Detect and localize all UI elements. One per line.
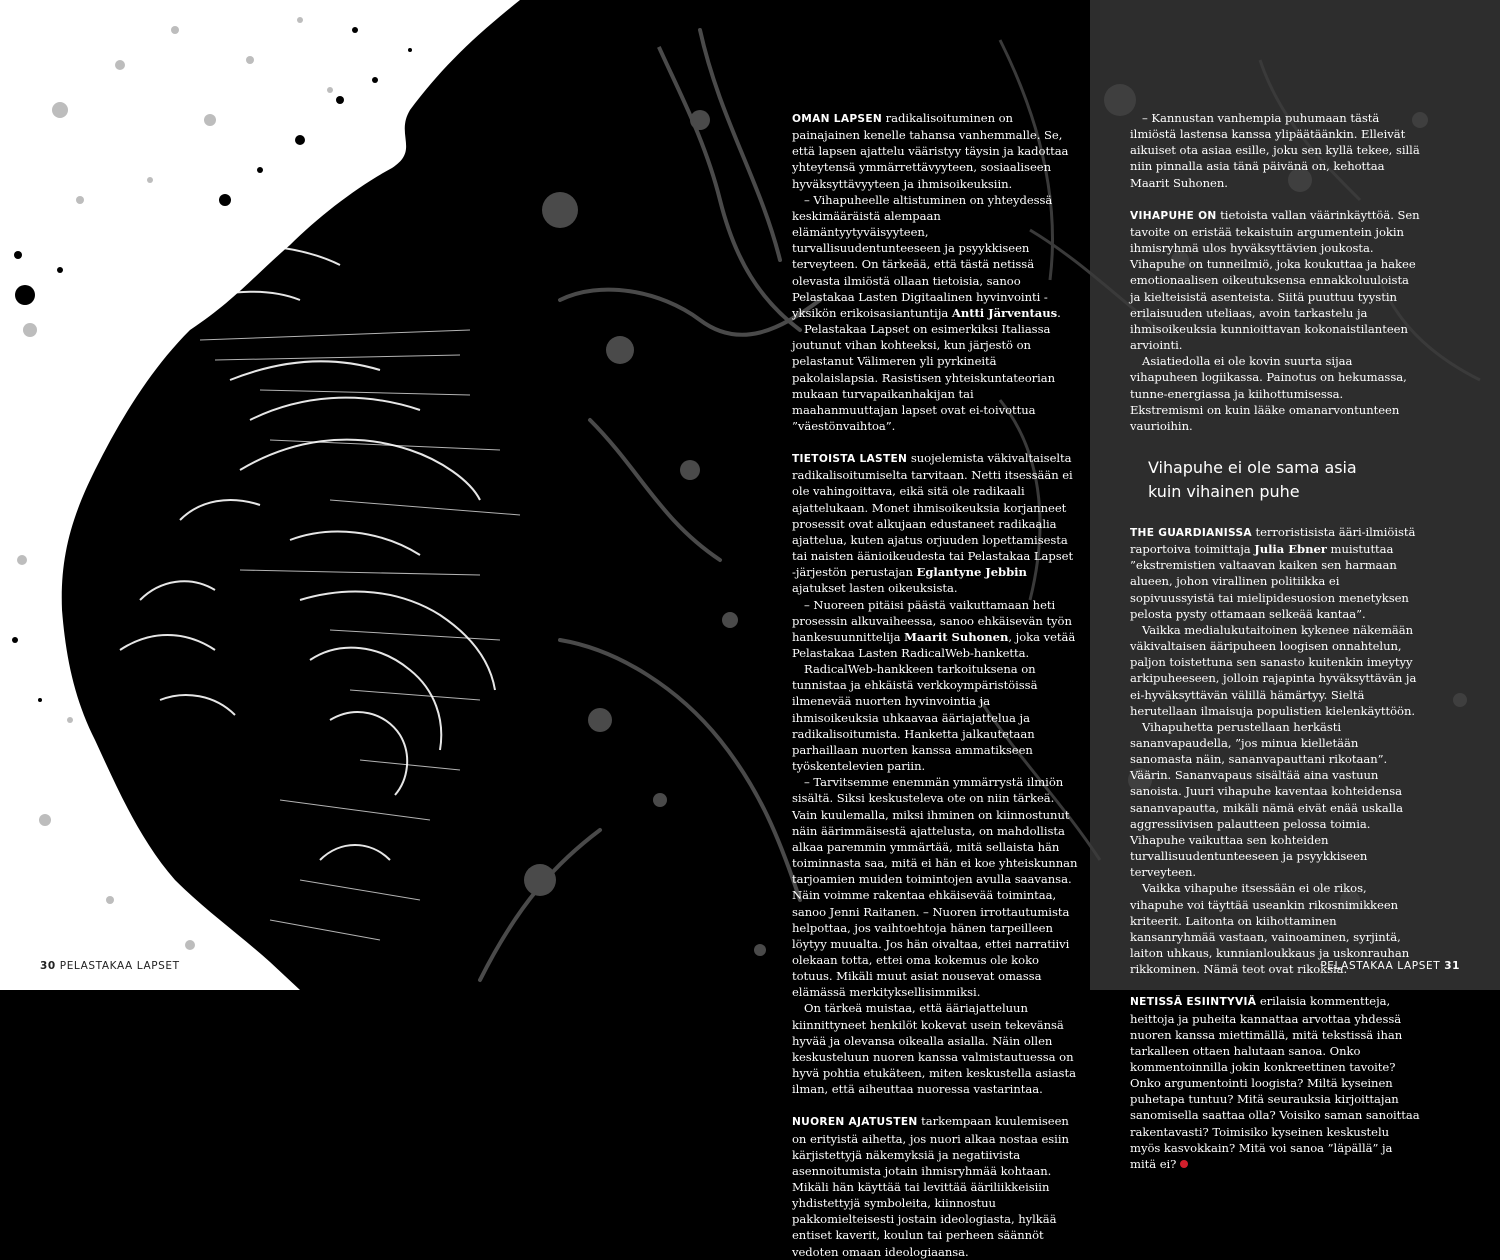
right-page-folio [1320, 960, 1460, 972]
section-lead-in: NUOREN AJATUSTEN [792, 1116, 918, 1129]
paragraph: Vaikka vihapuhe itsessään ei ole rikos, vihapuhe voi täyttää useankin rikosnimikkeen kriteerit. Laitonta on kiihottaminen kansanryhmää vastaan, vainoaminen, syrjintä, laiton uhkaus, kunnianloukkaus ja uskonrauhan rikkominen. Nämä teot ovat rikoksia. [1130, 881, 1410, 977]
paragraph [1130, 524, 1420, 622]
paragraph [792, 192, 1079, 321]
paragraph: RadicalWeb-hankkeen tarkoituksena on tunnistaa ja ehkäistä verkkoympäristöissä ilmenevää nuorten hyvinvointia ja ihmisoikeuksia uhkaavaa ääriajattelua ja radikalisoitumista. Hanketta jalkautetaan parhaillaan nuorten kanssa ammatikseen työskentelevien pariin. [792, 662, 1038, 774]
paragraph-text: erilaisia kommentteja, heittoja ja puheita kannattaa arvottaa yhdessä nuoren kanssa miettimällä, mitä tekstissä ihan tarkalleen ottaen halutaan sanoa. Onko kommentoinnilla jokin konkreettinen tavoite? Onko argumentointi loogista? Miltä kyseinen puhetapa tuntuu? Mitä seurauksia kirjoittajan sanomisella saattaa olla? Voisiko saman sanoittaa rakentavasti? Toimisiko kyseinen keskustelu myös kasvokkain? Mitä voi sanoa ”läpällä” ja mitä ei? [1130, 994, 1420, 1171]
magazine-name: PELASTAKAA LAPSET [59, 960, 180, 972]
paragraph [1130, 993, 1420, 1172]
end-of-article-mark [1180, 1160, 1188, 1168]
paragraph: On tärkeä muistaa, että ääriajatteluun kiinnittyneet henkilöt kokevat usein tekevänsä hyvää ja olevansa oikealla asialla. Näin ollen keskusteluun nuoren kanssa valmistautuessa on hyvä pohtia etukäteen, miten keskustella asiasta ilman, että aiheuttaa nuoressa vastarintaa. [792, 1001, 1076, 1097]
section-lead-in: THE GUARDIANISSA [1130, 526, 1252, 539]
paragraph-text: tietoista vallan väärinkäyttöä. Sen tavoite on eristää tekaistuin argumentein jokin ihmisryhmä ulos hyväksyttävien joukosta. Vihapuhe on tunneilmiö, joka koukuttaa ja hakee emotionaalisen oikeutuksensa ennakkoluuloista ja kielteisistä asenteista. Siitä puuttuu tyystin erilaisuuden uteliaas, avoin tarkastelu ja ihmisoikeuksia kunnioittavan kokonaistilanteen arviointi. [1130, 207, 1420, 353]
section-lead-in: OMAN LAPSEN [792, 113, 883, 125]
subheading-line: kuin vihainen puhe [1148, 481, 1300, 501]
paragraph-text: , joka vetää Pelastakaa Lasten RadicalWeb-hanketta. [792, 629, 1076, 660]
page-number: 30 [40, 960, 56, 972]
page-number: 31 [1444, 960, 1460, 972]
paragraph [792, 1113, 1079, 1259]
paragraph: Vihapuhetta perustellaan herkästi sananvapaudella, ”jos minua kielletään sanomasta näin, sananvapauttani rikotaan”. Väärin. Sananvapaus sisältää aina vastuun sanoista. Juuri vihapuhe kaventaa kohteidensa sananvapautta, mikäli nämä eivät enää uskalla aggressiivisen palautteen pelossa toimia. Vihapuhe vaikuttaa sen kohteiden turvallisuudentunteeseen ja psyykkiseen terveyteen. [1130, 719, 1403, 880]
paragraph-text: ajatukset lasten oikeuksista. [792, 581, 958, 596]
section-lead-in: NETISSÄ ESIINTYVIÄ [1130, 996, 1257, 1009]
paragraph-text: – Vihapuheelle altistuminen on yhteydessä keskimääräistä alempaan elämäntyytyväisyyteen, turvallisuudentunteeseen ja psyykkiseen terveyteen. On tärkeää, että tästä netissä olevasta ilmiöstä ollaan tietoisia, sanoo Pelastakaa Lasten Digitaalinen hyvinvointi -yksikön erikoisasiantuntija [792, 192, 1053, 320]
paragraph-text: . [1057, 305, 1061, 320]
paragraph-text: terroristisista ääri-ilmiöistä raportoiva toimittaja [1130, 524, 1416, 557]
person-name: Julia Ebner [1254, 542, 1327, 557]
subheading-line: Vihapuhe ei ole sama asia [1148, 457, 1357, 477]
section-lead-in: VIHAPUHE ON [1130, 209, 1217, 222]
paragraph-text: tarkempaan kuulemiseen on erityistä aihetta, jos nuori alkaa nostaa esiin kärjistettyjä näkemyksiä ja negatiivista asennoitumista jotain ihmisryhmää kohtaan. Mikäli hän käyttää tai levittää ääriliikkeisiin yhdistettyjä symboleita, kiinnostuu pakkomielteisesti jostain ideologiasta, hylkää entiset kaverit, koulun tai perheen säännöt vedoten omaan ideologiaansa. [792, 1114, 1069, 1259]
paragraph: Asiatiedolla ei ole kovin suurta sijaa vihapuheen logiikassa. Painotus on hekumassa, tunne-energiassa ja kiihottumisessa. Ekstremismi on kuin lääke omanarvontunteen vaurioihin. [1130, 354, 1407, 433]
paragraph-text: – Nuoreen pitäisi päästä vaikuttamaan heti prosessin alkuvaiheessa, sanoo ehkäisevän työn hankesuunnittelija [792, 597, 1072, 644]
paragraph [1130, 207, 1420, 353]
magazine-name: PELASTAKAA LAPSET [1320, 960, 1441, 972]
person-name: Maarit Suhonen [904, 629, 1009, 644]
paragraph [792, 597, 1079, 662]
section-lead-in: TIETOISTA LASTEN [792, 453, 908, 466]
paragraph: – Kannustan vanhempia puhumaan tästä ilmiöstä lastensa kanssa ylipäätäänkin. Elleivät aikuiset ota asiaa esille, joku sen kyllä tekee, sillä niin pinnalla asia tänä päivänä on, kehottaa Maarit Suhonen. [1130, 111, 1420, 190]
person-name: Eglantyne Jebbin [916, 565, 1027, 580]
person-name: Antti Järventaus [951, 305, 1058, 320]
paragraph-text: suojelemista väkivaltaiselta radikalisoitumiselta tarvitaan. Netti itsessään ei ole vahingoittava, eikä sitä ole radikaali ajattelukaan. Monet ihmisoikeuksia korjanneet prosessit ovat alkujaan edustaneet radikaalia ajattelua, kuten ajatus orjuuden lopettamisesta tai naisten äänioikeudesta tai Pelastakaa Lapset -järjestön perustajan [792, 451, 1074, 580]
paragraph-text: radikalisoituminen on painajainen kenelle tahansa vanhemmalle. Se, että lapsen ajattelu vääristyy täysin ja kadottaa yhteytensä ymmärrettävyyteen, sosiaaliseen hyväksyttävyyteen ja ihmisoikeuksiin. [792, 111, 1069, 191]
paragraph: – Tarvitsemme enemmän ymmärrystä ilmiön sisältä. Siksi keskusteleva ote on niin tärkeä. Vain kuulemalla, miksi ihminen on kiinnostunut näin äärimmäisestä ajattelusta, on mahdollista alkaa paremmin ymmärtää, mitä sellaista hän toiminnasta saa, mitä ei hän ei koe yhteiskunnan tarjoamien muiden toimintojen avulla saavansa. Näin voimme rakentaa ehkäisevää toimintaa, sanoo Jenni Raitanen. – Nuoren irrottautumista helpottaa, jos vaihtoehtoja hänen tarpeilleen löytyy muualta. Jos hän oivaltaa, ettei narratiivi olekaan totta, ettei oma kokemus ole koko totuus. Mikäli muut asiat nousevat omassa elämässä merkityksellisimmiksi. [792, 775, 1078, 1000]
paragraph [792, 450, 1079, 596]
article-column-2 [1130, 110, 1420, 1172]
paragraph: Pelastakaa Lapset on esimerkiksi Italiassa joutunut vihan kohteeksi, kun järjestö on pelastanut Välimeren yli pyrkineitä pakolaislapsia. Rasistisen yhteiskuntateorian mukaan turvapaikanhakijan tai maahanmuuttajan lapset ovat ei-toivottua ”väestönvaihtoa”. [792, 322, 1056, 433]
subheading [1148, 456, 1420, 504]
paragraph-text: muistuttaa ”ekstremistien valtaavan kaiken sen harmaan alueen, johon virallinen politiikka ei sopivuussyistä tai mielipidesuosion menetyksen pelosta pysty ottamaan selkeää kantaa”. [1130, 542, 1409, 621]
paragraph [792, 110, 1079, 192]
article-column-1 [792, 110, 1079, 1260]
left-page-folio [40, 960, 180, 972]
paragraph: Vaikka medialukutaitoinen kykenee näkemään väkivaltaisen ääripuheen loogisen onnahtelun, paljon toistettuna sen sanasto kuitenkin imeytyy arkipuheeseen, jolloin rajapinta hyväksyttävän ja ei-hyväksyttävän välillä hämärtyy. Sieltä herutellaan ilmaisuja populistien kielenkäyttöön. [1130, 622, 1417, 718]
